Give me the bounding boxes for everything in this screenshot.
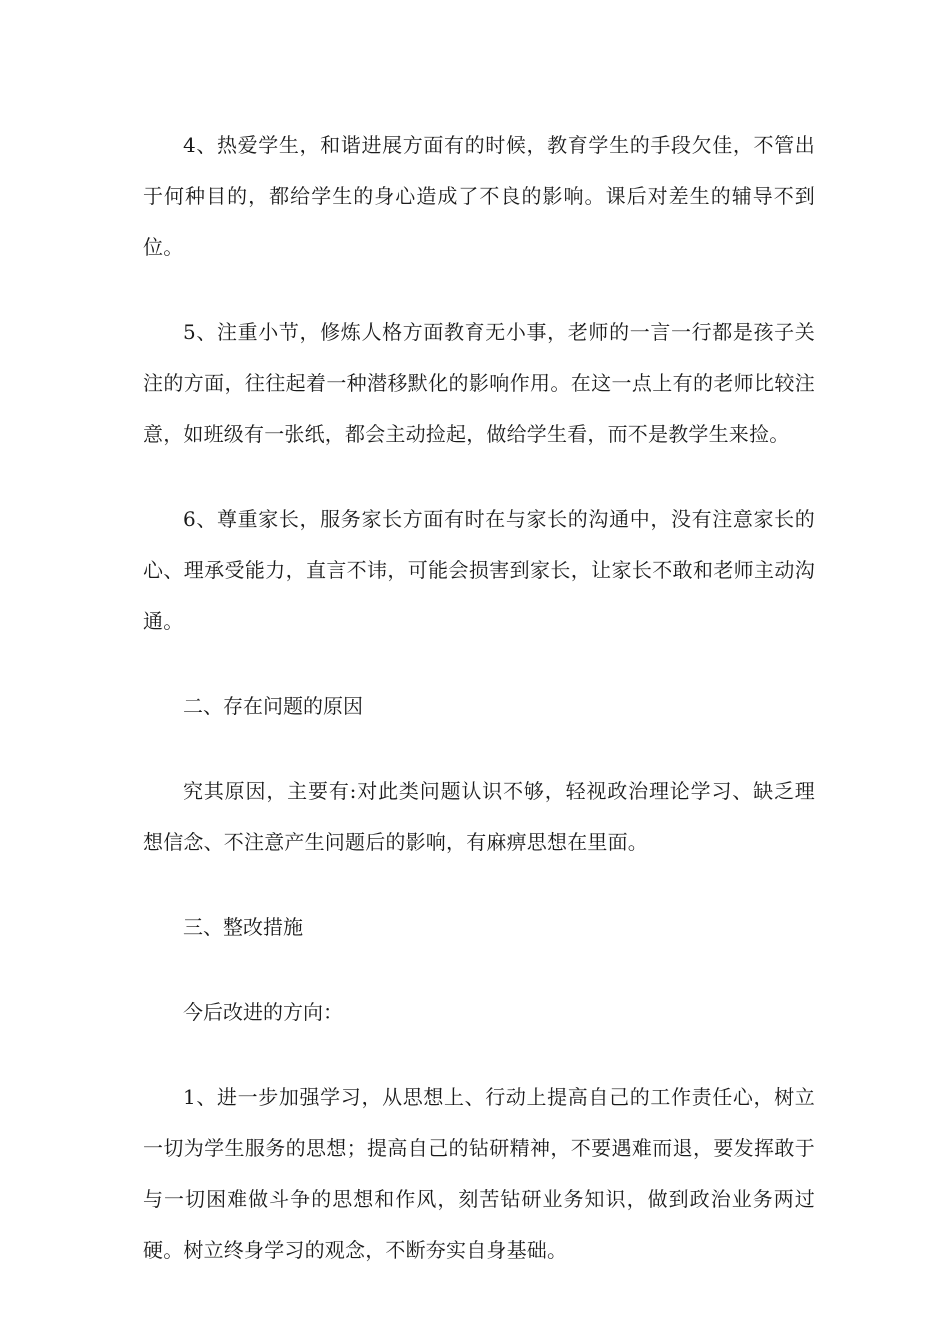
paragraph-item-4: 4、热爱学生，和谐进展方面有的时候，教育学生的手段欠佳，不管出于何种目的，都给学生的身心造成了不良的影响。课后对差生的辅导不到位。	[143, 133, 815, 259]
paragraph-measure-1: 1、进一步加强学习，从思想上、行动上提高自己的工作责任心，树立一切为学生服务的思想；提高自己的钻研精神，不要遇难而退，要发挥敢于与一切困难做斗争的思想和作风，刻苦钻研业务知识，做到政治业务两过硬。树立终身学习的观念，不断夯实自身基础。	[143, 1085, 815, 1262]
paragraph-item-6: 6、尊重家长，服务家长方面有时在与家长的沟通中，没有注意家长的心、理承受能力，直言不讳，可能会损害到家长，让家长不敢和老师主动沟通。	[143, 507, 815, 633]
paragraph-item-5: 5、注重小节，修炼人格方面教育无小事，老师的一言一行都是孩子关注的方面，往往起着一种潜移默化的影响作用。在这一点上有的老师比较注意，如班级有一张纸，都会主动捡起，做给学生看，而不是教学生来捡。	[143, 320, 815, 446]
section-heading-measures: 三、整改措施	[183, 915, 303, 939]
paragraph-causes: 究其原因，主要有:对此类问题认识不够，轻视政治理论学习、缺乏理想信念、不注意产生问题后的影响，有麻痹思想在里面。	[143, 779, 815, 854]
subheading-direction: 今后改进的方向：	[183, 1000, 343, 1024]
document-body	[143, 120, 815, 1310]
section-heading-causes: 二、存在问题的原因	[183, 694, 363, 718]
